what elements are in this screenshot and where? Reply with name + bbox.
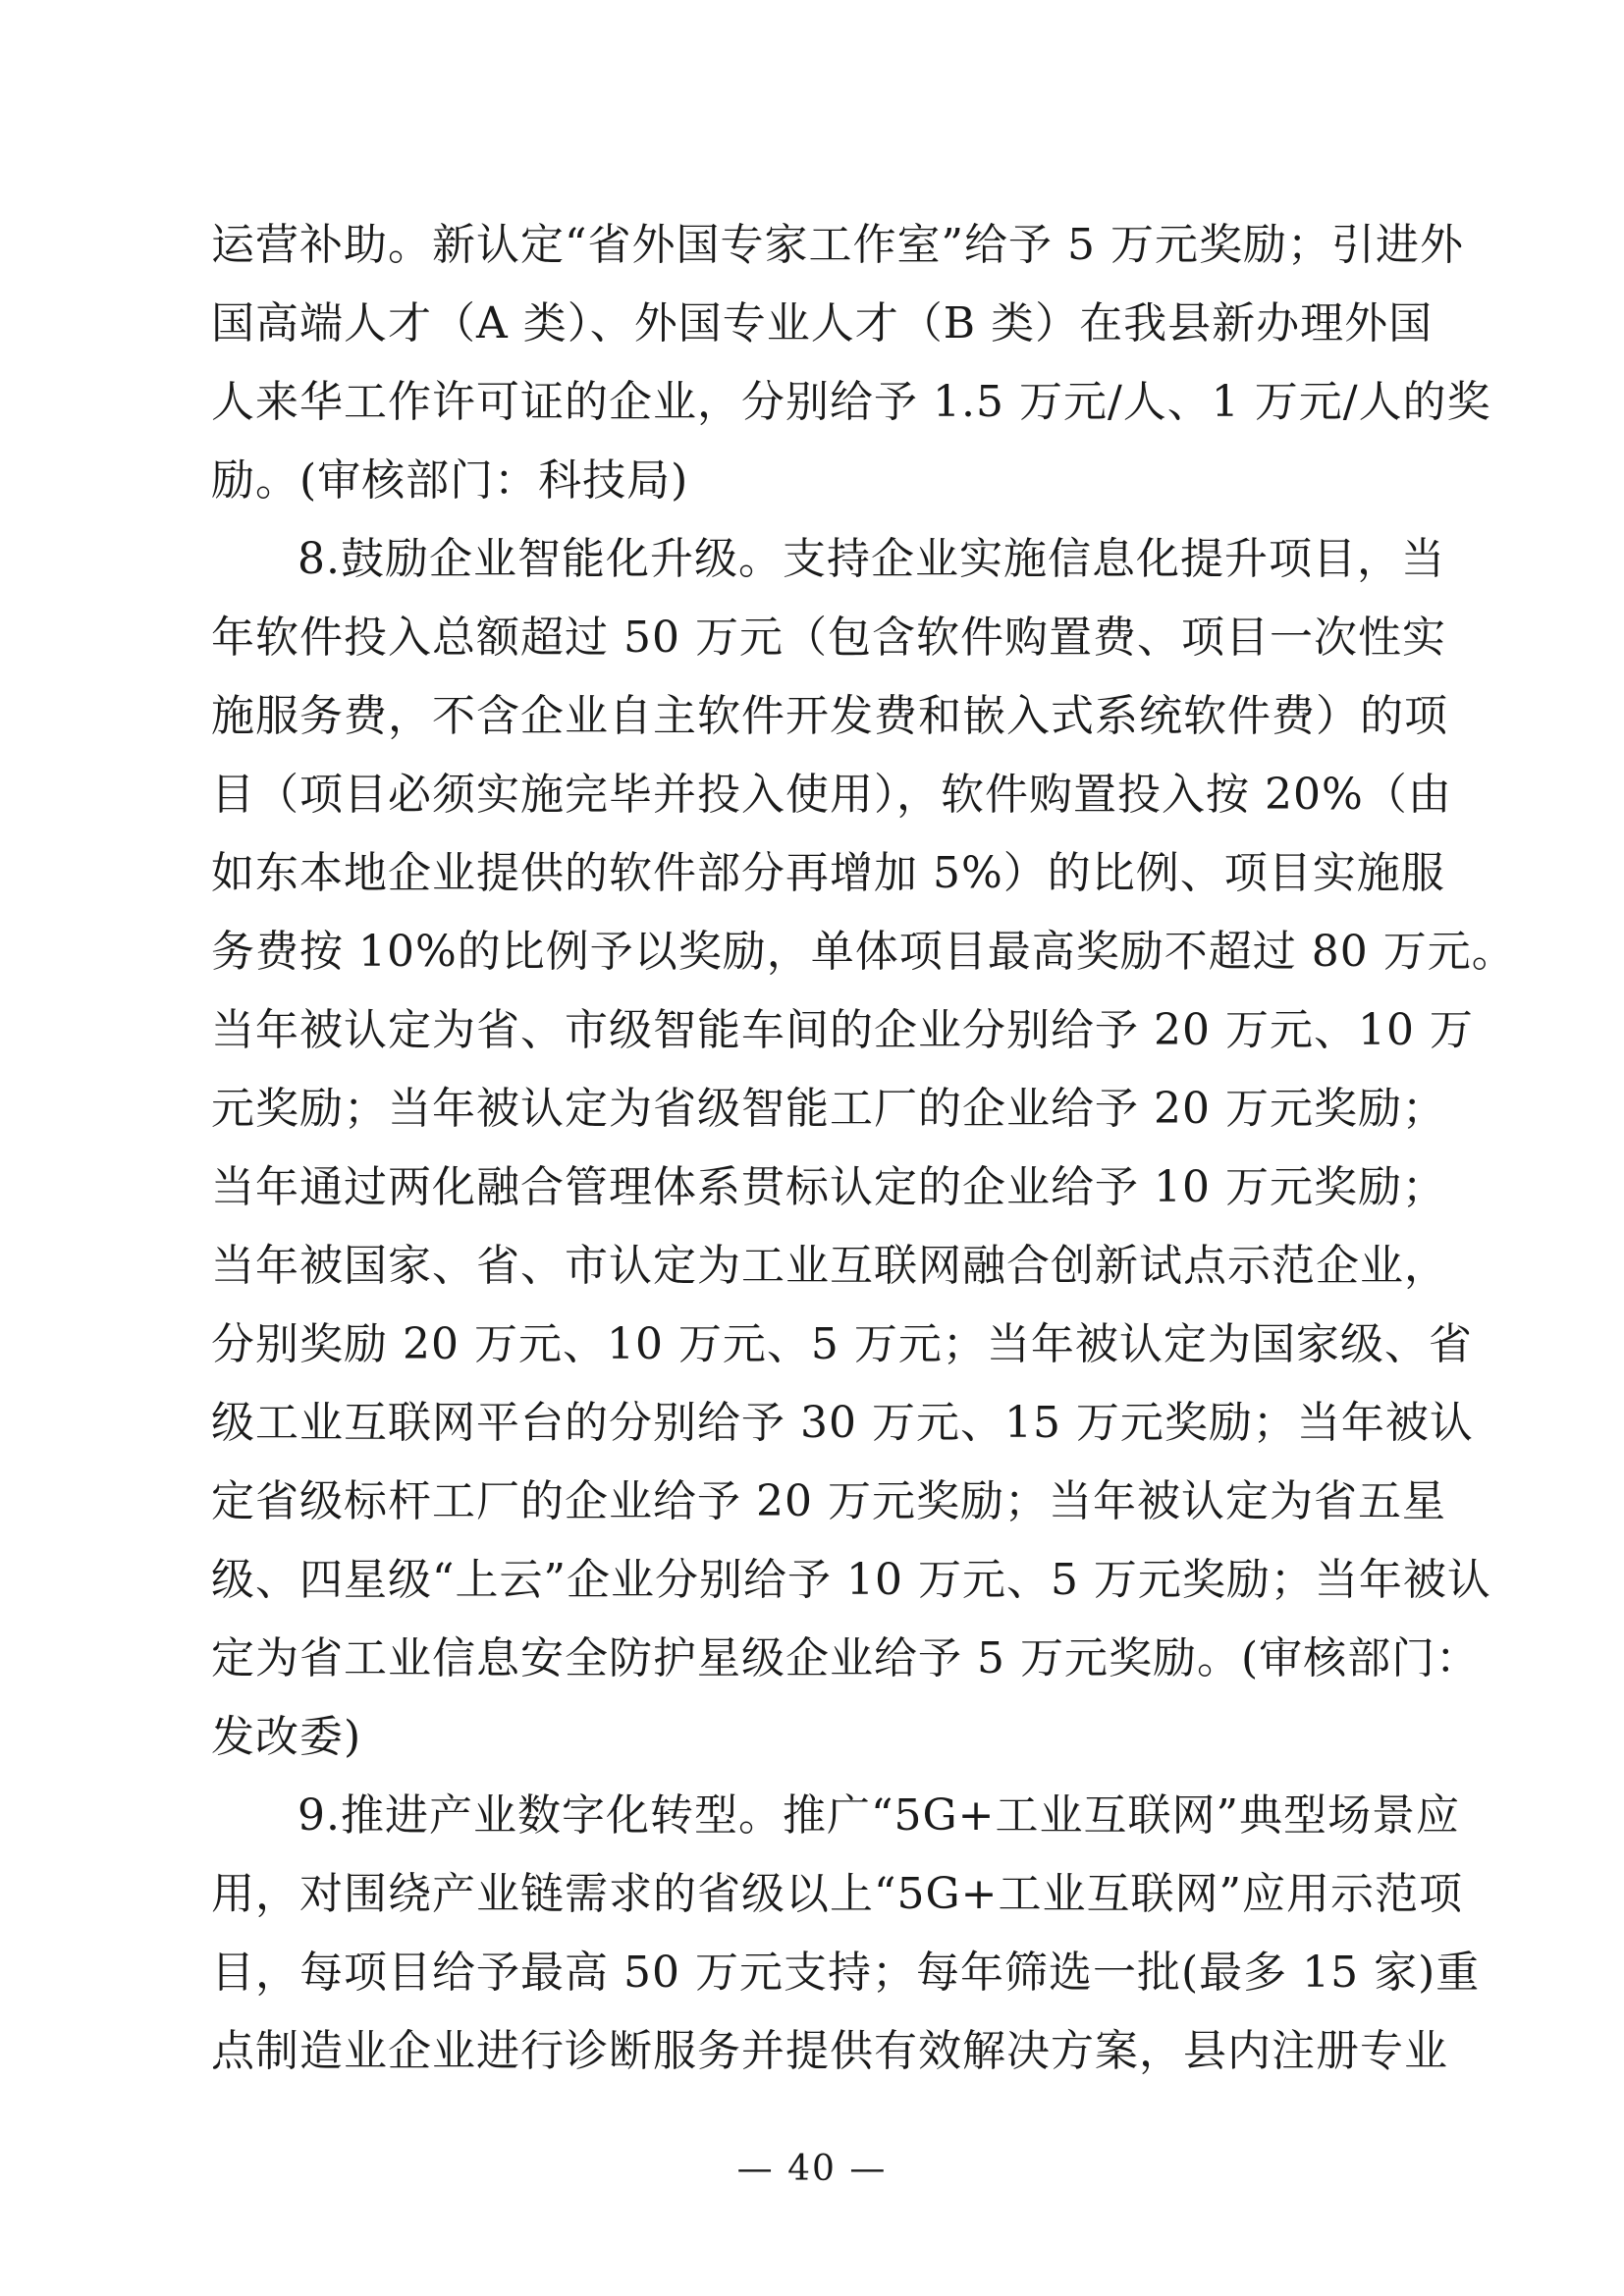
text-line: 目（项目必须实施完毕并投入使用），软件购置投入按 20%（由: [211, 770, 1452, 820]
text-line: 分别奖励 20 万元、10 万元、5 万元；当年被认定为国家级、省: [211, 1319, 1473, 1369]
page-number: — 40 —: [736, 2149, 888, 2189]
text-line: 8.鼓励企业智能化升级。支持企业实施信息化提升项目，当: [298, 534, 1445, 584]
text-line: 用，对围绕产业链需求的省级以上“5G+工业互联网”应用示范项: [211, 1869, 1463, 1919]
text-line: 目，每项目给予最高 50 万元支持；每年筛选一批(最多 15 家)重: [211, 1948, 1481, 1998]
text-line: 当年通过两化融合管理体系贯标认定的企业给予 10 万元奖励；: [211, 1162, 1446, 1212]
text-line: 当年被认定为省、市级智能车间的企业分别给予 20 万元、10 万: [211, 1005, 1474, 1055]
text-line: 年软件投入总额超过 50 万元（包含软件购置费、项目一次性实: [211, 613, 1446, 663]
text-line: 施服务费，不含企业自主软件开发费和嵌入式系统软件费）的项: [211, 691, 1448, 741]
text-line: 当年被国家、省、市认定为工业互联网融合创新试点示范企业，: [211, 1241, 1448, 1291]
text-line: 9.推进产业数字化转型。推广“5G+工业互联网”典型场景应: [298, 1790, 1460, 1841]
text-line: 点制造业企业进行诊断服务并提供有效解决方案，县内注册专业: [211, 2026, 1448, 2076]
text-line: 定为省工业信息安全防护星级企业给予 5 万元奖励。(审核部门：: [211, 1633, 1481, 1683]
paragraph: [211, 520, 1516, 1777]
text-line: 定省级标杆工厂的企业给予 20 万元奖励；当年被认定为省五星: [211, 1476, 1446, 1526]
text-line: 元奖励；当年被认定为省级智能工厂的企业给予 20 万元奖励；: [211, 1084, 1446, 1134]
text-line: 励。(审核部门：科技局): [211, 455, 689, 506]
text-line: 发改委): [211, 1712, 362, 1762]
text-line: 运营补助。新认定“省外国专家工作室”给予 5 万元奖励；引进外: [211, 220, 1464, 270]
text-line: 级工业互联网平台的分别给予 30 万元、15 万元奖励；当年被认: [211, 1398, 1474, 1448]
text-line: 务费按 10%的比例予以奖励，单体项目最高奖励不超过 80 万元。: [211, 927, 1516, 977]
text-line: 如东本地企业提供的软件部分再增加 5%）的比例、项目实施服: [211, 848, 1445, 898]
document-body: [211, 206, 1516, 2091]
paragraph: [211, 206, 1491, 520]
text-line: 人来华工作许可证的企业，分别给予 1.5 万元/人、1 万元/人的奖: [211, 377, 1491, 427]
text-line: 国高端人才（A 类）、外国专业人才（B 类）在我县新办理外国: [211, 298, 1434, 348]
paragraph: [211, 1777, 1481, 2091]
text-line: 级、四星级“上云”企业分别给予 10 万元、5 万元奖励；当年被认: [211, 1555, 1491, 1605]
